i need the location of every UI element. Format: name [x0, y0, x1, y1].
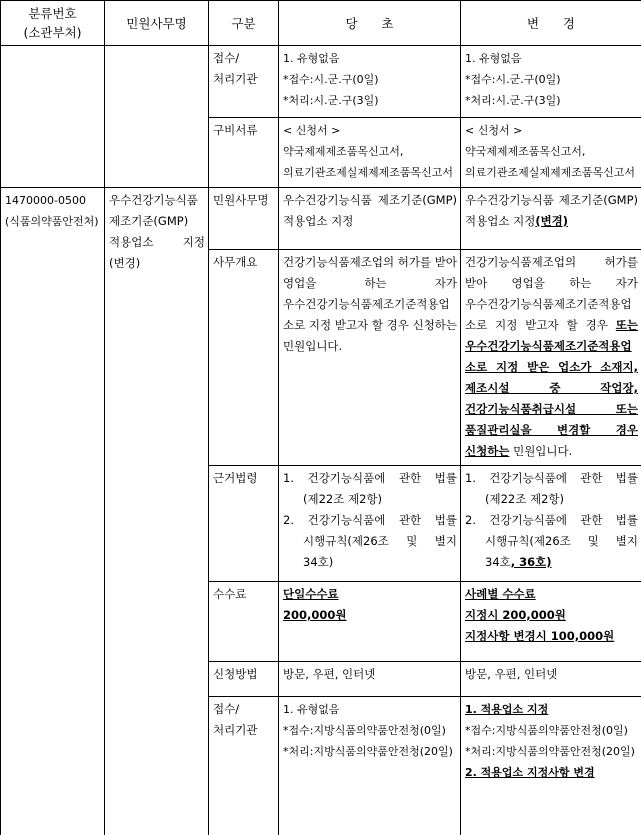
- overview-after: 건강기능식품제조업의 허가를 받아 영업을 하는 자가 우수건강기능식품제조기준적용업소로 지정 받고자 할 경우 또는 우수건강기능식품제조기준적용업소로 지정 받은 업소가 소재지, 제조시설 중 작업장, 건강기능식품취급시설 또는 품질관리실을 변경할 경우 신청하는 민원입니다.: [461, 250, 641, 466]
- legal-after: 1. 건강기능식품에 관한 법률(제22조 제2항) 2. 건강기능식품에 관한 법률 시행규칙(제26조 및 별지 34호, 36호): [461, 466, 641, 582]
- agency-before: 1. 유형없음 *접수:지방식품의약품안전청(0일) *처리:지방식품의약품안전청(20일): [279, 697, 461, 835]
- name-category: 민원사무명: [209, 188, 279, 250]
- prev-agency-category: 접수/처리기관: [209, 46, 279, 118]
- header-before: 당 초: [279, 1, 461, 46]
- header-name: 민원사무명: [105, 1, 209, 46]
- overview-category: 사무개요: [209, 250, 279, 466]
- prev-documents-before: < 신청서 > 약국제제제조품목신고서,의료기관조제실제제제조품목신고서: [279, 118, 461, 188]
- header-code: 분류번호 (소관부처): [1, 1, 105, 46]
- header-row: [1, 1, 641, 46]
- prev-name-cell: [105, 46, 209, 188]
- fee-before: 단일수수료 200,000원: [279, 582, 461, 662]
- method-before: 방문, 우편, 인터넷: [279, 662, 461, 697]
- agency-after: 1. 적용업소 지정 *접수:지방식품의약품안전청(0일) *처리:지방식품의약품안전청(20일) 2. 적용업소 지정사항 변경: [461, 697, 641, 835]
- legal-after-change: , 36호): [510, 555, 552, 569]
- overview-after-change: 또는 우수건강기능식품제조기준적용업소로 지정 받은 업소가 소재지, 제조시설 중 작업장, 건강기능식품취급시설 또는 품질관리실을 변경할 경우 신청하는: [465, 318, 638, 458]
- agency-category: 접수/처리기관: [209, 697, 279, 835]
- name-after-change: (변경): [535, 214, 569, 228]
- main-name-cell: 우수건강기능식품제조기준(GMP) 적용업소 지정(변경): [105, 188, 209, 835]
- legal-category: 근거법령: [209, 466, 279, 582]
- fee-after: 사례별 수수료 지정시 200,000원 지정사항 변경시 100,000원: [461, 582, 641, 662]
- row-civil-affair-name: [1, 188, 641, 250]
- header-category: 구분: [209, 1, 279, 46]
- prev-code-cell: [1, 46, 105, 188]
- method-after: 방문, 우편, 인터넷: [461, 662, 641, 697]
- header-after: 변 경: [461, 1, 641, 46]
- prev-agency-after: 1. 유형없음 *접수:시.군.구(0일) *처리:시.군.구(3일): [461, 46, 641, 118]
- name-before: 우수건강기능식품 제조기준(GMP) 적용업소 지정: [279, 188, 461, 250]
- name-after: 우수건강기능식품 제조기준(GMP) 적용업소 지정(변경): [461, 188, 641, 250]
- prev-documents-after: < 신청서 > 약국제제제조품목신고서,의료기관조제실제제제조품목신고서: [461, 118, 641, 188]
- main-code: 1470000-0500: [5, 194, 86, 207]
- prev-row-agency: [1, 46, 641, 118]
- agency-after-head: 1. 적용업소 지정: [465, 703, 549, 716]
- legal-before: 1. 건강기능식품에 관한 법률(제22조 제2항) 2. 건강기능식품에 관한 법률 시행규칙(제26조 및 별지 34호): [279, 466, 461, 582]
- agency-after-tail: 2. 적용업소 지정사항 변경: [465, 766, 595, 779]
- prev-documents-category: 구비서류: [209, 118, 279, 188]
- method-category: 신청방법: [209, 662, 279, 697]
- overview-before: 건강기능식품제조업의 허가를 받아 영업을 하는 자가 우수건강기능식품제조기준적용업소로 지정 받고자 할 경우 신청하는 민원입니다.: [279, 250, 461, 466]
- main-code-cell: [1, 188, 105, 835]
- main-ministry: (식품의약품안전처): [5, 215, 99, 228]
- prev-agency-before: 1. 유형없음 *접수:시.군.구(0일) *처리:시.군.구(3일): [279, 46, 461, 118]
- fee-category: 수수료: [209, 582, 279, 662]
